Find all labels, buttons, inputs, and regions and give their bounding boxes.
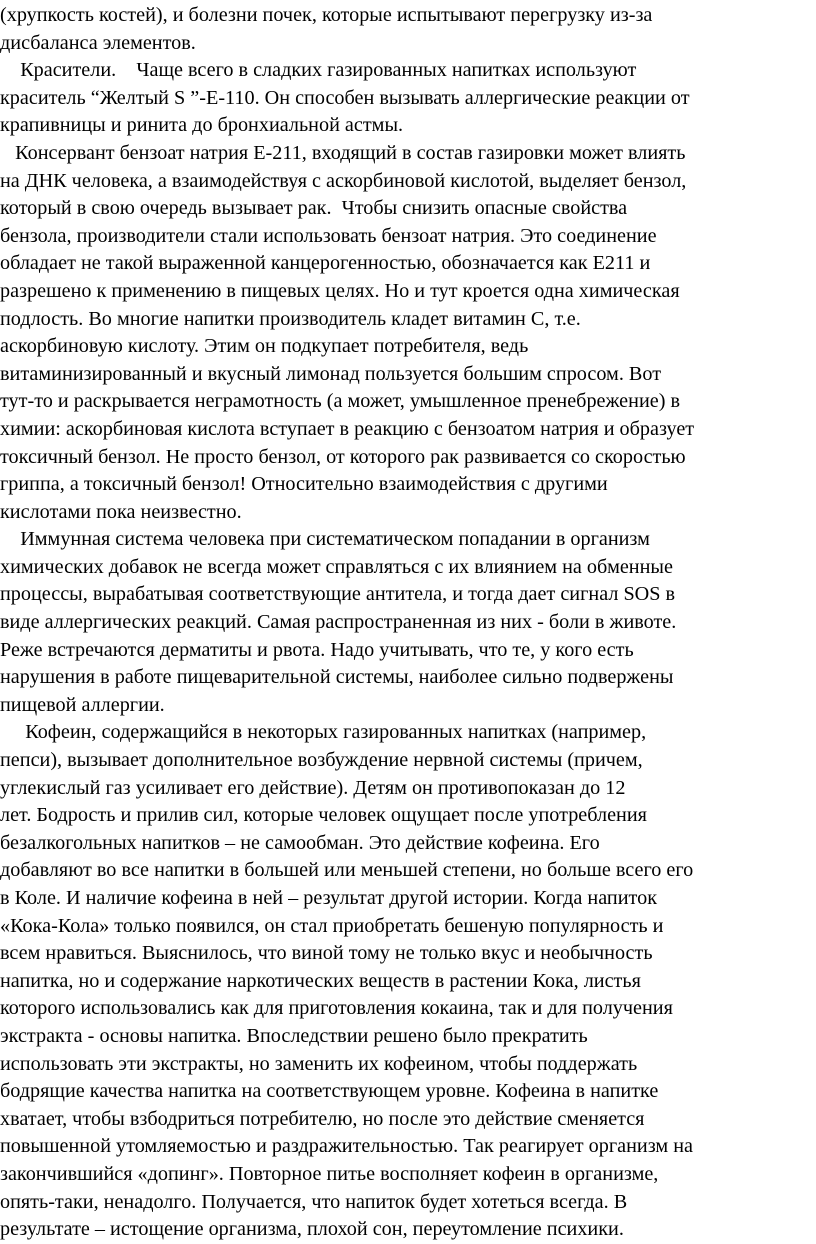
text-line: повышенной утомляемостью и раздражительностью. Так реагирует организм на (0, 1135, 693, 1158)
text-line: нарушения в работе пищеварительной системы, наиболее сильно подвержены (0, 666, 674, 689)
text-line: хватает, чтобы взбодриться потребителю, но после это действие сменяется (0, 1107, 645, 1130)
text-line: всем нравиться. Выяснилось, что виной тому не только вкус и необычность (0, 942, 653, 965)
text-line: напитка, но и содержание наркотических веществ в растении Кока, листья (0, 969, 641, 992)
text-line: краситель “Желтый S ”-Е-110. Он способен вызывать аллергические реакции от (0, 86, 690, 109)
text-line: тут-то и раскрывается неграмотность (а может, умышленное пренебрежение) в (0, 390, 681, 413)
text-line: (хрупкость костей), и болезни почек, которые испытывают перегрузку из-за (0, 4, 653, 26)
text-line: лет. Бодрость и прилив сил, которые человек ощущает после употребления (0, 804, 647, 827)
text-line: бензола, производители стали использовать бензоат натрия. Это соединение (0, 224, 657, 247)
text-line: закончившийся «допинг». Повторное питье восполняет кофеин в организме, (0, 1162, 659, 1185)
text-line: аскорбиновую кислоту. Этим он подкупает потребителя, ведь (0, 335, 529, 358)
document-text (0, 2, 816, 1244)
text-line: которого использовались как для приготовления кокаина, так и для получения (0, 997, 673, 1020)
text-line: дисбаланса элементов. (0, 31, 196, 54)
text-line: процессы, вырабатывая соответствующие антитела, и тогда дает сигнал SOS в (0, 583, 676, 606)
text-line: пепси), вызывает дополнительное возбуждение нервной системы (причем, (0, 749, 643, 772)
text-line: пищевой аллергии. (0, 693, 165, 716)
text-line: «Кока-Кола» только появился, он стал приобретать бешеную популярность и (0, 914, 664, 937)
text-line: обладает не такой выраженной канцерогенностью, обозначается как Е211 и (0, 252, 651, 275)
text-line: Реже встречаются дерматиты и рвота. Надо учитывать, что те, у кого есть (0, 638, 634, 661)
text-line: подлость. Во многие напитки производитель кладет витамин С, т.е. (0, 307, 581, 330)
text-line: экстракта - основы напитка. Впоследствии решено было прекратить (0, 1024, 588, 1047)
text-line: который в свою очередь вызывает рак. Чтобы снизить опасные свойства (0, 197, 628, 220)
text-line: углекислый газ усиливает его действие). Детям он противопоказан до 12 (0, 776, 626, 799)
text-line: гриппа, а токсичный бензол! Относительно взаимодействия с другими (0, 473, 608, 496)
text-line: Консервант бензоат натрия Е-211, входящий в состав газировки может влиять (0, 141, 686, 164)
text-line: безалкогольных напитков – не самообман. Это действие кофеина. Его (0, 831, 600, 854)
text-line: Красители. Чаще всего в сладких газированных напитках используют (0, 59, 637, 82)
text-line: виде аллергических реакций. Самая распространенная из них - боли в животе. (0, 611, 677, 634)
text-line: Иммунная система человека при систематическом попадании в организм (0, 528, 650, 551)
text-line: химии: аскорбиновая кислота вступает в реакцию с бензоатом натрия и образует (0, 417, 695, 440)
text-line: использовать эти экстракты, но заменить их кофеином, чтобы поддержать (0, 1052, 638, 1075)
text-line: опять-таки, ненадолго. Получается, что напиток будет хотеться всегда. В (0, 1190, 628, 1213)
text-line: бодрящие качества напитка на соответствующем уровне. Кофеина в напитке (0, 1080, 659, 1103)
text-line: в Коле. И наличие кофеина в ней – результат другой истории. Когда напиток (0, 887, 657, 909)
text-line: разрешено к применению в пищевых целях. Но и тут кроется одна химическая (0, 279, 680, 302)
text-line: на ДНК человека, а взаимодействуя с аскорбиновой кислотой, выделяет бензол, (0, 169, 687, 192)
text-line: крапивницы и ринита до бронхиальной астмы. (0, 114, 404, 137)
text-line: витаминизированный и вкусный лимонад пользуется большим спросом. Вот (0, 362, 662, 385)
text-line: токсичный бензол. Не просто бензол, от которого рак развивается со скоростью (0, 445, 686, 468)
text-line: кислотами пока неизвестно. (0, 500, 242, 523)
text-line: добавляют во все напитки в большей или меньшей степени, но больше всего его (0, 859, 694, 882)
text-line: химических добавок не всегда может справляться с их влиянием на обменные (0, 555, 673, 578)
text-line: результате – истощение организма, плохой сон, переутомление психики. (0, 1218, 624, 1241)
text-line: Кофеин, содержащийся в некоторых газированных напитках (например, (0, 721, 647, 744)
